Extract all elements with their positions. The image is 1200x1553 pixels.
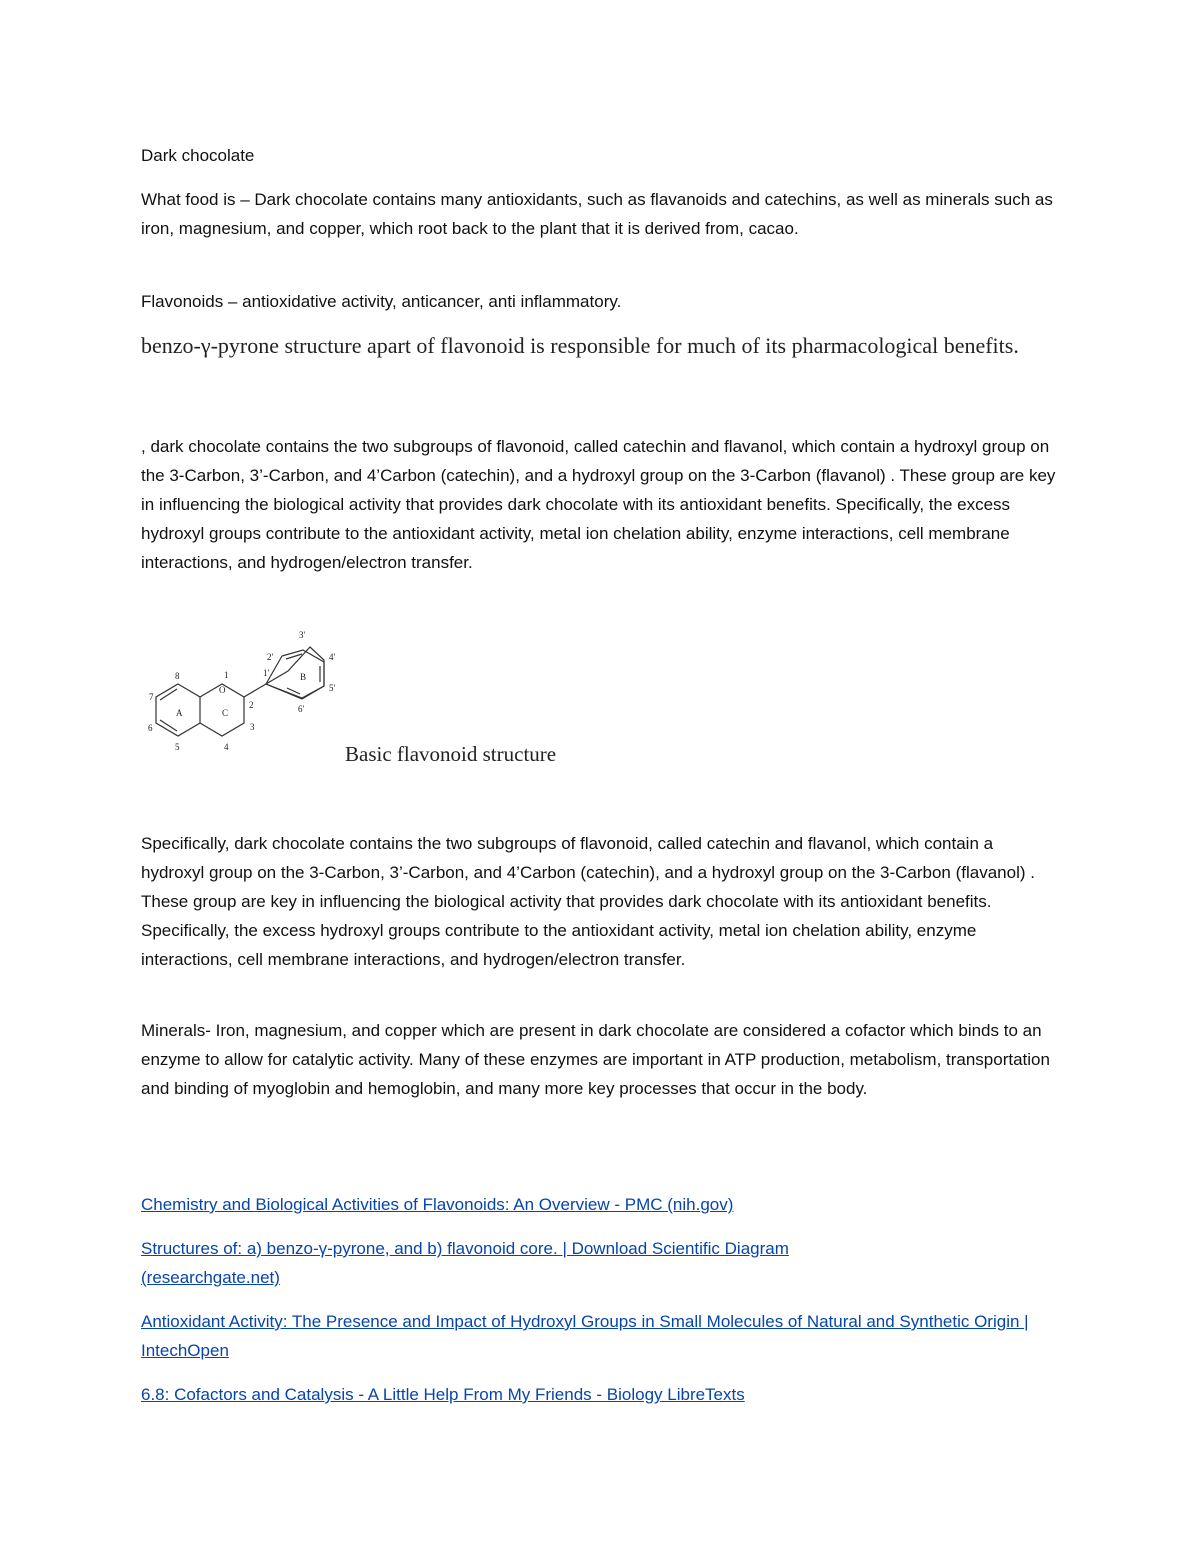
label-1prime: 1' — [263, 668, 270, 678]
label-7: 7 — [149, 692, 154, 702]
catechin-paragraph-second: Specifically, dark chocolate contains the two subgroups of flavonoid, called catechin and flavanol, which contain a hydroxyl group on the 3-Carbon, 3’-Carbon, and 4’Carbon (catechin), and a hydroxyl group on the 3-Carbon (flavanol) . These group are key in influencing the biological activity that provides dark chocolate with its antioxidant benefits. Specifically, the excess hydroxyl groups contribute to the antioxidant activity, metal ion chelation ability, enzyme interactions, cell membrane interactions, and hydrogen/electron transfer. — [141, 834, 1035, 969]
label-6prime: 6' — [298, 704, 305, 714]
intro-paragraph: What food is – Dark chocolate contains many antioxidants, such as flavanoids and catechins, as well as minerals such as iron, magnesium, and copper, which root back to the plant that it is derived from, cacao. — [141, 190, 1053, 238]
flavonoid-structure-diagram — [140, 622, 370, 762]
c2-c1prime-bond — [244, 684, 266, 697]
reference-link-intechopen[interactable]: Antioxidant Activity: The Presence and Impact of Hydroxyl Groups in Small Molecules of Natural and Synthetic Origin | IntechOpen — [141, 1312, 1029, 1360]
document-title: Dark chocolate — [141, 146, 255, 165]
reference-link-libretexts[interactable]: 6.8: Cofactors and Catalysis - A Little Help From My Friends - Biology LibreTexts — [141, 1385, 745, 1404]
label-6: 6 — [148, 723, 153, 733]
link-row — [141, 1380, 1061, 1409]
label-2: 2 — [249, 700, 254, 710]
flavonoids-paragraph: Flavonoids – antioxidative activity, anticancer, anti inflammatory. — [141, 292, 622, 311]
ring-c-label: C — [222, 708, 229, 718]
label-3: 3 — [250, 722, 255, 732]
catechin-paragraph-first: , dark chocolate contains the two subgroups of flavonoid, called catechin and flavanol, which contain a hydroxyl group on the 3-Carbon, 3’-Carbon, and 4’Carbon (catechin), and a hydroxyl group on the 3-Carbon (flavanol) . These group are key in influencing the biological activity that provides dark chocolate with its antioxidant benefits. Specifically, the excess hydroxyl groups contribute to the antioxidant activity, metal ion chelation ability, enzyme interactions, cell membrane interactions, and hydrogen/electron transfer. — [141, 437, 1056, 572]
ring-b-label: B — [300, 672, 307, 682]
link-row — [141, 1190, 1061, 1219]
link-row — [141, 1307, 1041, 1365]
label-4prime: 4' — [329, 652, 336, 662]
figure-caption: Basic flavonoid structure — [345, 742, 557, 766]
reference-link-researchgate[interactable]: Structures of: a) benzo-γ-pyrone, and b) flavonoid core. | Download Scientific Diagram (researchgate.net) — [141, 1239, 789, 1287]
oxygen-label: O — [219, 685, 226, 695]
label-4: 4 — [224, 742, 229, 752]
benzo-pyrone-paragraph: benzo-γ-pyrone structure apart of flavonoid is responsible for much of its pharmacological benefits. — [141, 333, 1019, 358]
label-3prime: 3' — [299, 630, 306, 640]
label-5prime: 5' — [329, 683, 336, 693]
label-5: 5 — [175, 742, 180, 752]
label-1: 1 — [224, 670, 229, 680]
link-row — [141, 1234, 921, 1292]
reference-link-pmc[interactable]: Chemistry and Biological Activities of Flavonoids: An Overview - PMC (nih.gov) — [141, 1195, 734, 1214]
label-8: 8 — [175, 671, 180, 681]
label-2prime: 2' — [267, 652, 274, 662]
ring-a-label: A — [176, 708, 183, 718]
minerals-paragraph: Minerals- Iron, magnesium, and copper which are present in dark chocolate are considered a cofactor which binds to an enzyme to allow for catalytic activity. Many of these enzymes are important in ATP production, metabolism, transportation and binding of myoglobin and hemoglobin, and many more key processes that occur in the body. — [141, 1021, 1050, 1098]
